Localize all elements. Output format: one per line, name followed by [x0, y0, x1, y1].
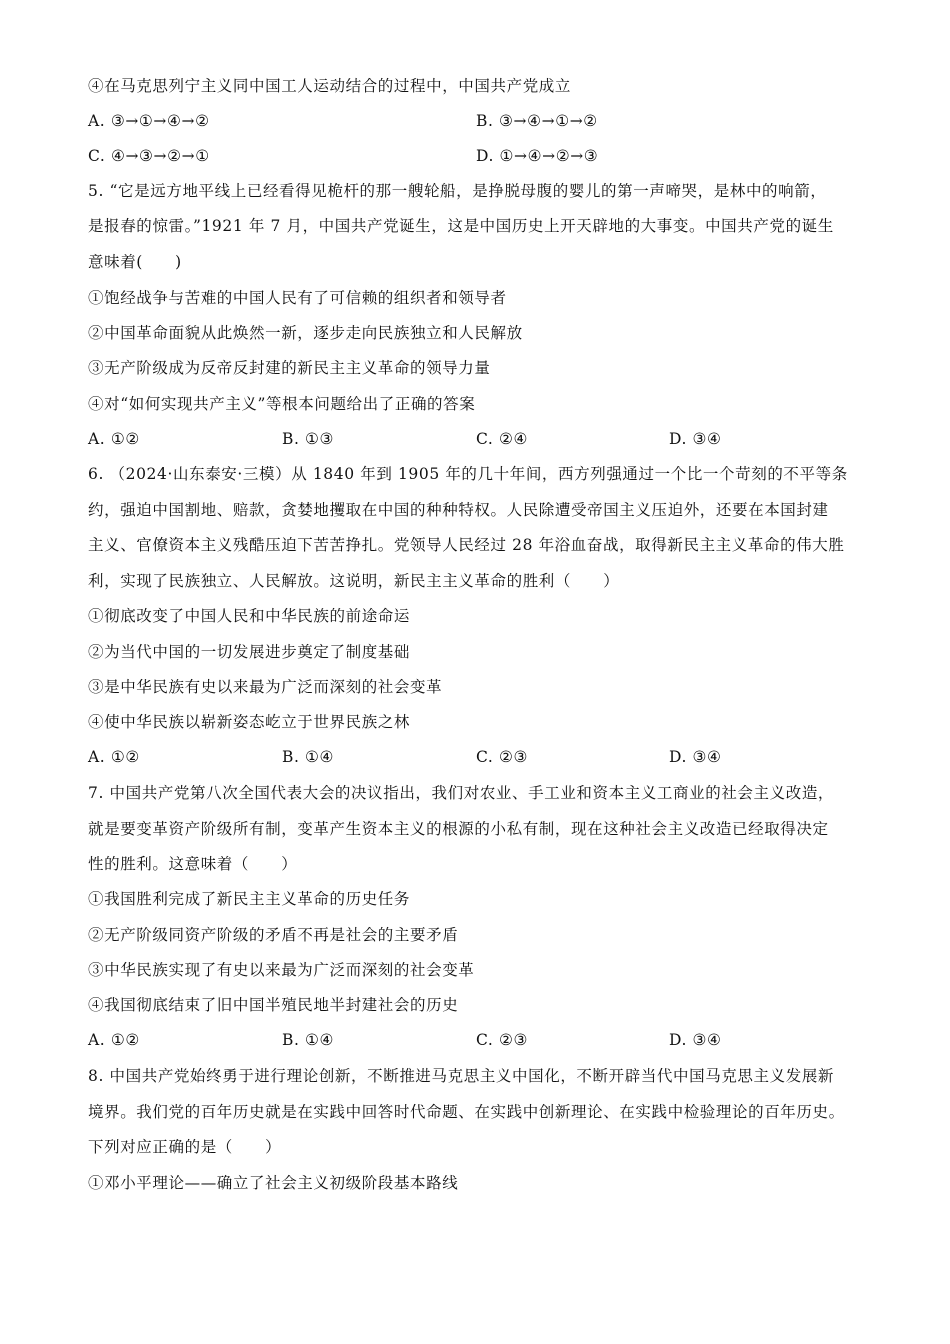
prev-option-a: A. ③→①→④→②	[88, 112, 210, 130]
q6-stem-line-1: 6. （2024·山东泰安·三模）从 1840 年到 1905 年的几十年间，西方列强通过一个比一个苛刻的不平等条	[88, 465, 848, 483]
q6-item-1: ①彻底改变了中国人民和中华民族的前途命运	[88, 607, 411, 625]
q5-stem-line-2: 是报春的惊雷。”1921 年 7 月，中国共产党诞生，这是中国历史上开天辟地的大事变。中国共产党的诞生	[88, 217, 834, 235]
q7-item-3: ③中华民族实现了有史以来最为广泛而深刻的社会变革	[88, 961, 475, 979]
q7-item-1: ①我国胜利完成了新民主主义革命的历史任务	[88, 890, 411, 908]
q7-stem-line-3: 性的胜利。这意味着（ ）	[88, 855, 298, 873]
prev-option-b: B. ③→④→①→②	[476, 112, 598, 130]
q5-item-3: ③无产阶级成为反帝反封建的新民主主义革命的领导力量	[88, 359, 491, 377]
q7-stem-line-1: 7. 中国共产党第八次全国代表大会的决议指出，我们对农业、手工业和资本主义工商业的社会主义改造，	[88, 784, 835, 802]
q5-item-1: ①饱经战争与苦难的中国人民有了可信赖的组织者和领导者	[88, 289, 507, 307]
q8-stem-line-3: 下列对应正确的是（ ）	[88, 1138, 282, 1156]
q7-option-d: D. ③④	[669, 1031, 722, 1049]
q8-stem-line-2: 境界。我们党的百年历史就是在实践中回答时代命题、在实践中创新理论、在实践中检验理论的百年历史。	[88, 1103, 845, 1121]
q7-option-b: B. ①④	[282, 1031, 335, 1049]
q7-option-c: C. ②③	[476, 1031, 528, 1049]
q6-stem-line-4: 利，实现了民族独立、人民解放。这说明，新民主主义革命的胜利（ ）	[88, 572, 620, 590]
q6-option-c: C. ②③	[476, 748, 528, 766]
q6-option-d: D. ③④	[669, 748, 722, 766]
prev-option-c: C. ④→③→②→①	[88, 147, 210, 165]
q6-item-2: ②为当代中国的一切发展进步奠定了制度基础	[88, 643, 411, 661]
q5-item-4: ④对“如何实现共产主义”等根本问题给出了正确的答案	[88, 395, 476, 413]
q5-option-c: C. ②④	[476, 430, 528, 448]
q7-item-4: ④我国彻底结束了旧中国半殖民地半封建社会的历史	[88, 996, 459, 1014]
q5-option-a: A. ①②	[88, 430, 140, 448]
q6-stem-line-2: 约，强迫中国割地、赔款，贪婪地攫取在中国的种种特权。人民除遭受帝国主义压迫外，还要在本国封建	[88, 501, 829, 519]
q5-stem-line-3: 意味着( )	[88, 253, 182, 271]
q6-stem-line-3: 主义、官僚资本主义残酷压迫下苦苦挣扎。党领导人民经过 28 年浴血奋战，取得新民主主义革命的伟大胜	[88, 536, 845, 554]
q6-item-3: ③是中华民族有史以来最为广泛而深刻的社会变革	[88, 678, 443, 696]
prev-item-4: ④在马克思列宁主义同中国工人运动结合的过程中，中国共产党成立	[88, 77, 572, 95]
q7-item-2: ②无产阶级同资产阶级的矛盾不再是社会的主要矛盾	[88, 926, 459, 944]
q7-option-a: A. ①②	[88, 1031, 140, 1049]
prev-option-d: D. ①→④→②→③	[476, 147, 599, 165]
q5-option-b: B. ①③	[282, 430, 335, 448]
q7-stem-line-2: 就是要变革资产阶级所有制，变革产生资本主义的根源的小私有制，现在这种社会主义改造已经取得决定	[88, 820, 829, 838]
q6-option-b: B. ①④	[282, 748, 335, 766]
q8-stem-line-1: 8. 中国共产党始终勇于进行理论创新，不断推进马克思主义中国化，不断开辟当代中国马克思主义发展新	[88, 1067, 835, 1085]
q8-item-1: ①邓小平理论——确立了社会主义初级阶段基本路线	[88, 1174, 459, 1192]
q6-item-4: ④使中华民族以崭新姿态屹立于世界民族之林	[88, 713, 411, 731]
q5-stem-line-1: 5. “它是远方地平线上已经看得见桅杆的那一艘轮船，是挣脱母腹的婴儿的第一声啼哭，是林中的响箭，	[88, 182, 827, 200]
q6-option-a: A. ①②	[88, 748, 140, 766]
q5-item-2: ②中国革命面貌从此焕然一新，逐步走向民族独立和人民解放	[88, 324, 523, 342]
q5-option-d: D. ③④	[669, 430, 722, 448]
